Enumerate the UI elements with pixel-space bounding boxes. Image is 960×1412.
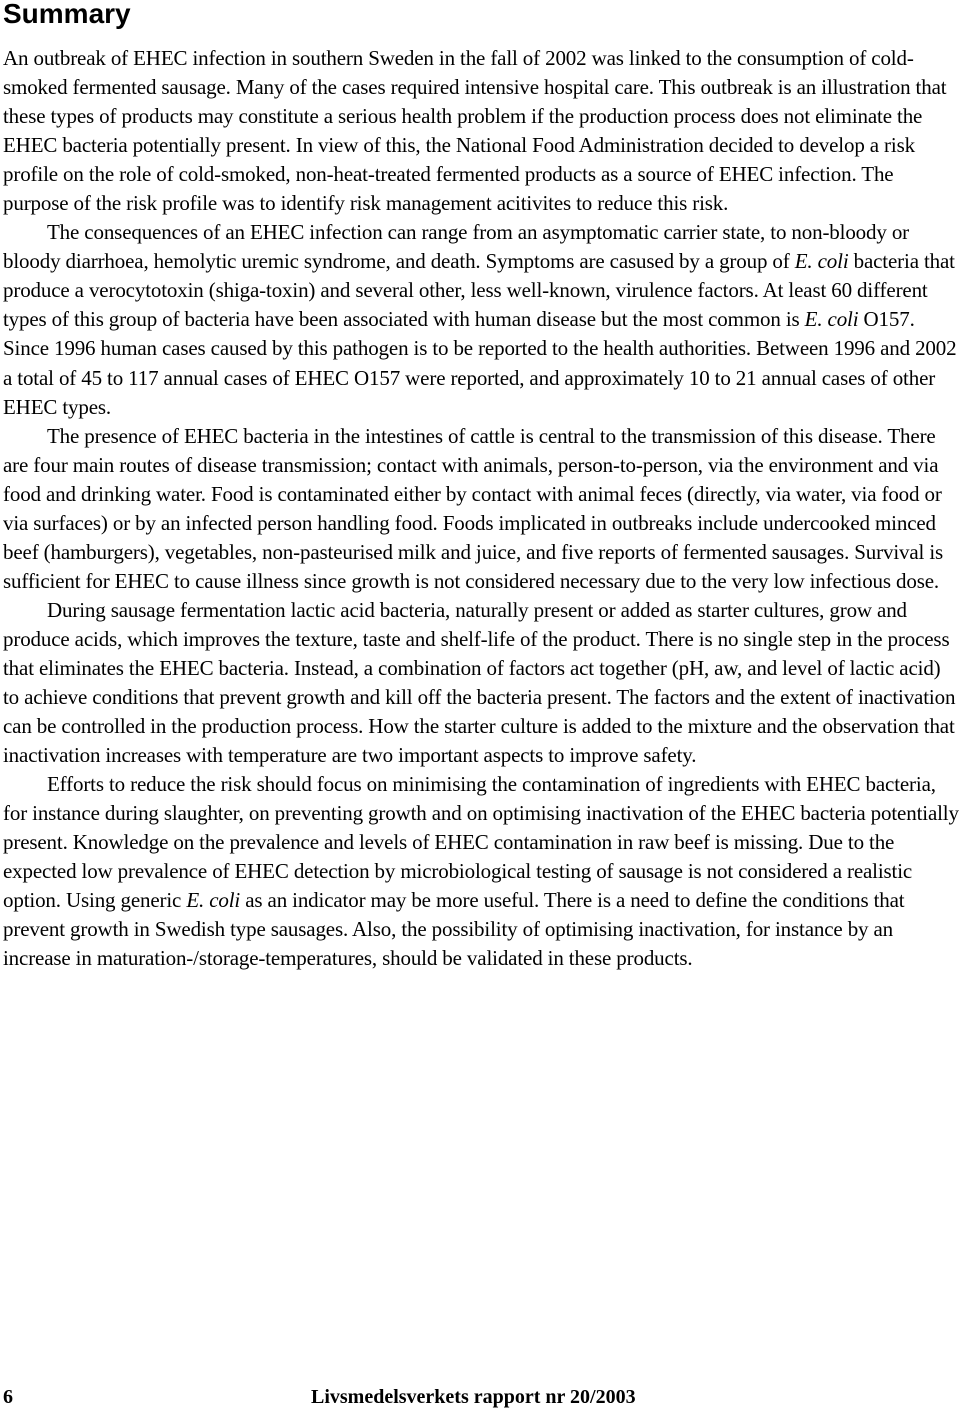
italic-term: E. coli (794, 249, 849, 274)
paragraph-3 (3, 422, 960, 596)
italic-term: E. coli (804, 307, 859, 332)
paragraph-1 (3, 44, 960, 218)
page-footer (3, 1384, 960, 1410)
summary-body (3, 44, 960, 974)
text-run: An outbreak of EHEC infection in southern Sweden in the fall of 2002 was linked to the consumption of cold-smoked fermented sausage. Many of the cases required intensive hospital care. This outbreak is an illustration that these types of products may constitute a serious health problem if the production process does not eliminate the EHEC bacteria potentially present. In view of this, the National Food Administration decided to develop a risk profile on the role of cold-smoked, non-heat-treated fermented products as a source of EHEC infection. The purpose of the risk profile was to identify risk management acitivites to reduce this risk. (3, 46, 947, 216)
text-run: Efforts to reduce the risk should focus on minimising the contamination of ingredients with EHEC bacteria, for instance during slaughter, on preventing growth and on optimising inactivation of the EHEC bacteria potentially present. Knowledge on the prevalence and levels of EHEC contamination in raw beef is missing. Due to the expected low prevalence of EHEC detection by microbiological testing of sausage is not considered a realistic option. Using generic (3, 772, 959, 913)
text-run: as an indicator may be more useful. There is a need to define the conditions that prevent growth in Swedish type sausages. Also, the possibility of optimising inactivation, for instance by an increase in maturation-/storage-temperatures, should be validated in these products. (3, 888, 905, 971)
text-run: The presence of EHEC bacteria in the intestines of cattle is central to the transmission of this disease. There are four main routes of disease transmission; contact with animals, person-to-person, via the environment and via food and drinking water. Food is contaminated either by contact with animal feces (directly, via water, via food or via surfaces) or by an infected person handling food. Foods implicated in outbreaks include undercooked minced beef (hamburgers), vegetables, non-pasteurised milk and juice, and five reports of fermented sausages. Survival is sufficient for EHEC to cause illness since growth is not considered necessary due to the very low infectious dose. (3, 423, 944, 593)
paragraph-4 (3, 596, 960, 770)
italic-term: E. coli (186, 888, 241, 913)
paragraph-5 (3, 770, 960, 973)
paragraph-2 (3, 218, 960, 421)
text-run: During sausage fermentation lactic acid bacteria, naturally present or added as starter cultures, grow and produce acids, which improves the texture, taste and shelf-life of the product. There is no single step in the process that eliminates the EHEC bacteria. Instead, a combination of factors act together (pH, aw, and level of lactic acid) to achieve conditions that prevent growth and kill off the bacteria present. The factors and the extent of inactivation can be controlled in the production process. How the starter culture is added to the mixture and the observation that inactivation increases with temperature are two important aspects to improve safety. (3, 597, 956, 768)
page-number: 6 (3, 1386, 13, 1408)
text-run: The consequences of an EHEC infection can range from an asymptomatic carrier state, to non-bloody or bloody diarrhoea, hemolytic uremic syndrome, and death. Symptoms are casused by a group of (3, 220, 910, 274)
text-run: O157. Since 1996 human cases caused by this pathogen is to be reported to the health authorities. Between 1996 and 2002 a total of 45 to 117 annual cases of EHEC O157 were reported, and approximately 10 to 21 annual cases of other EHEC types. (3, 307, 957, 419)
text-run: bacteria that produce a verocytotoxin (shiga-toxin) and several other, less well-known, virulence factors. At least 60 different types of this group of bacteria have been associated with human disease but the most common is (3, 249, 955, 332)
page-title: Summary (3, 0, 131, 29)
report-name: Livsmedelsverkets rapport nr 20/2003 (311, 1386, 636, 1408)
